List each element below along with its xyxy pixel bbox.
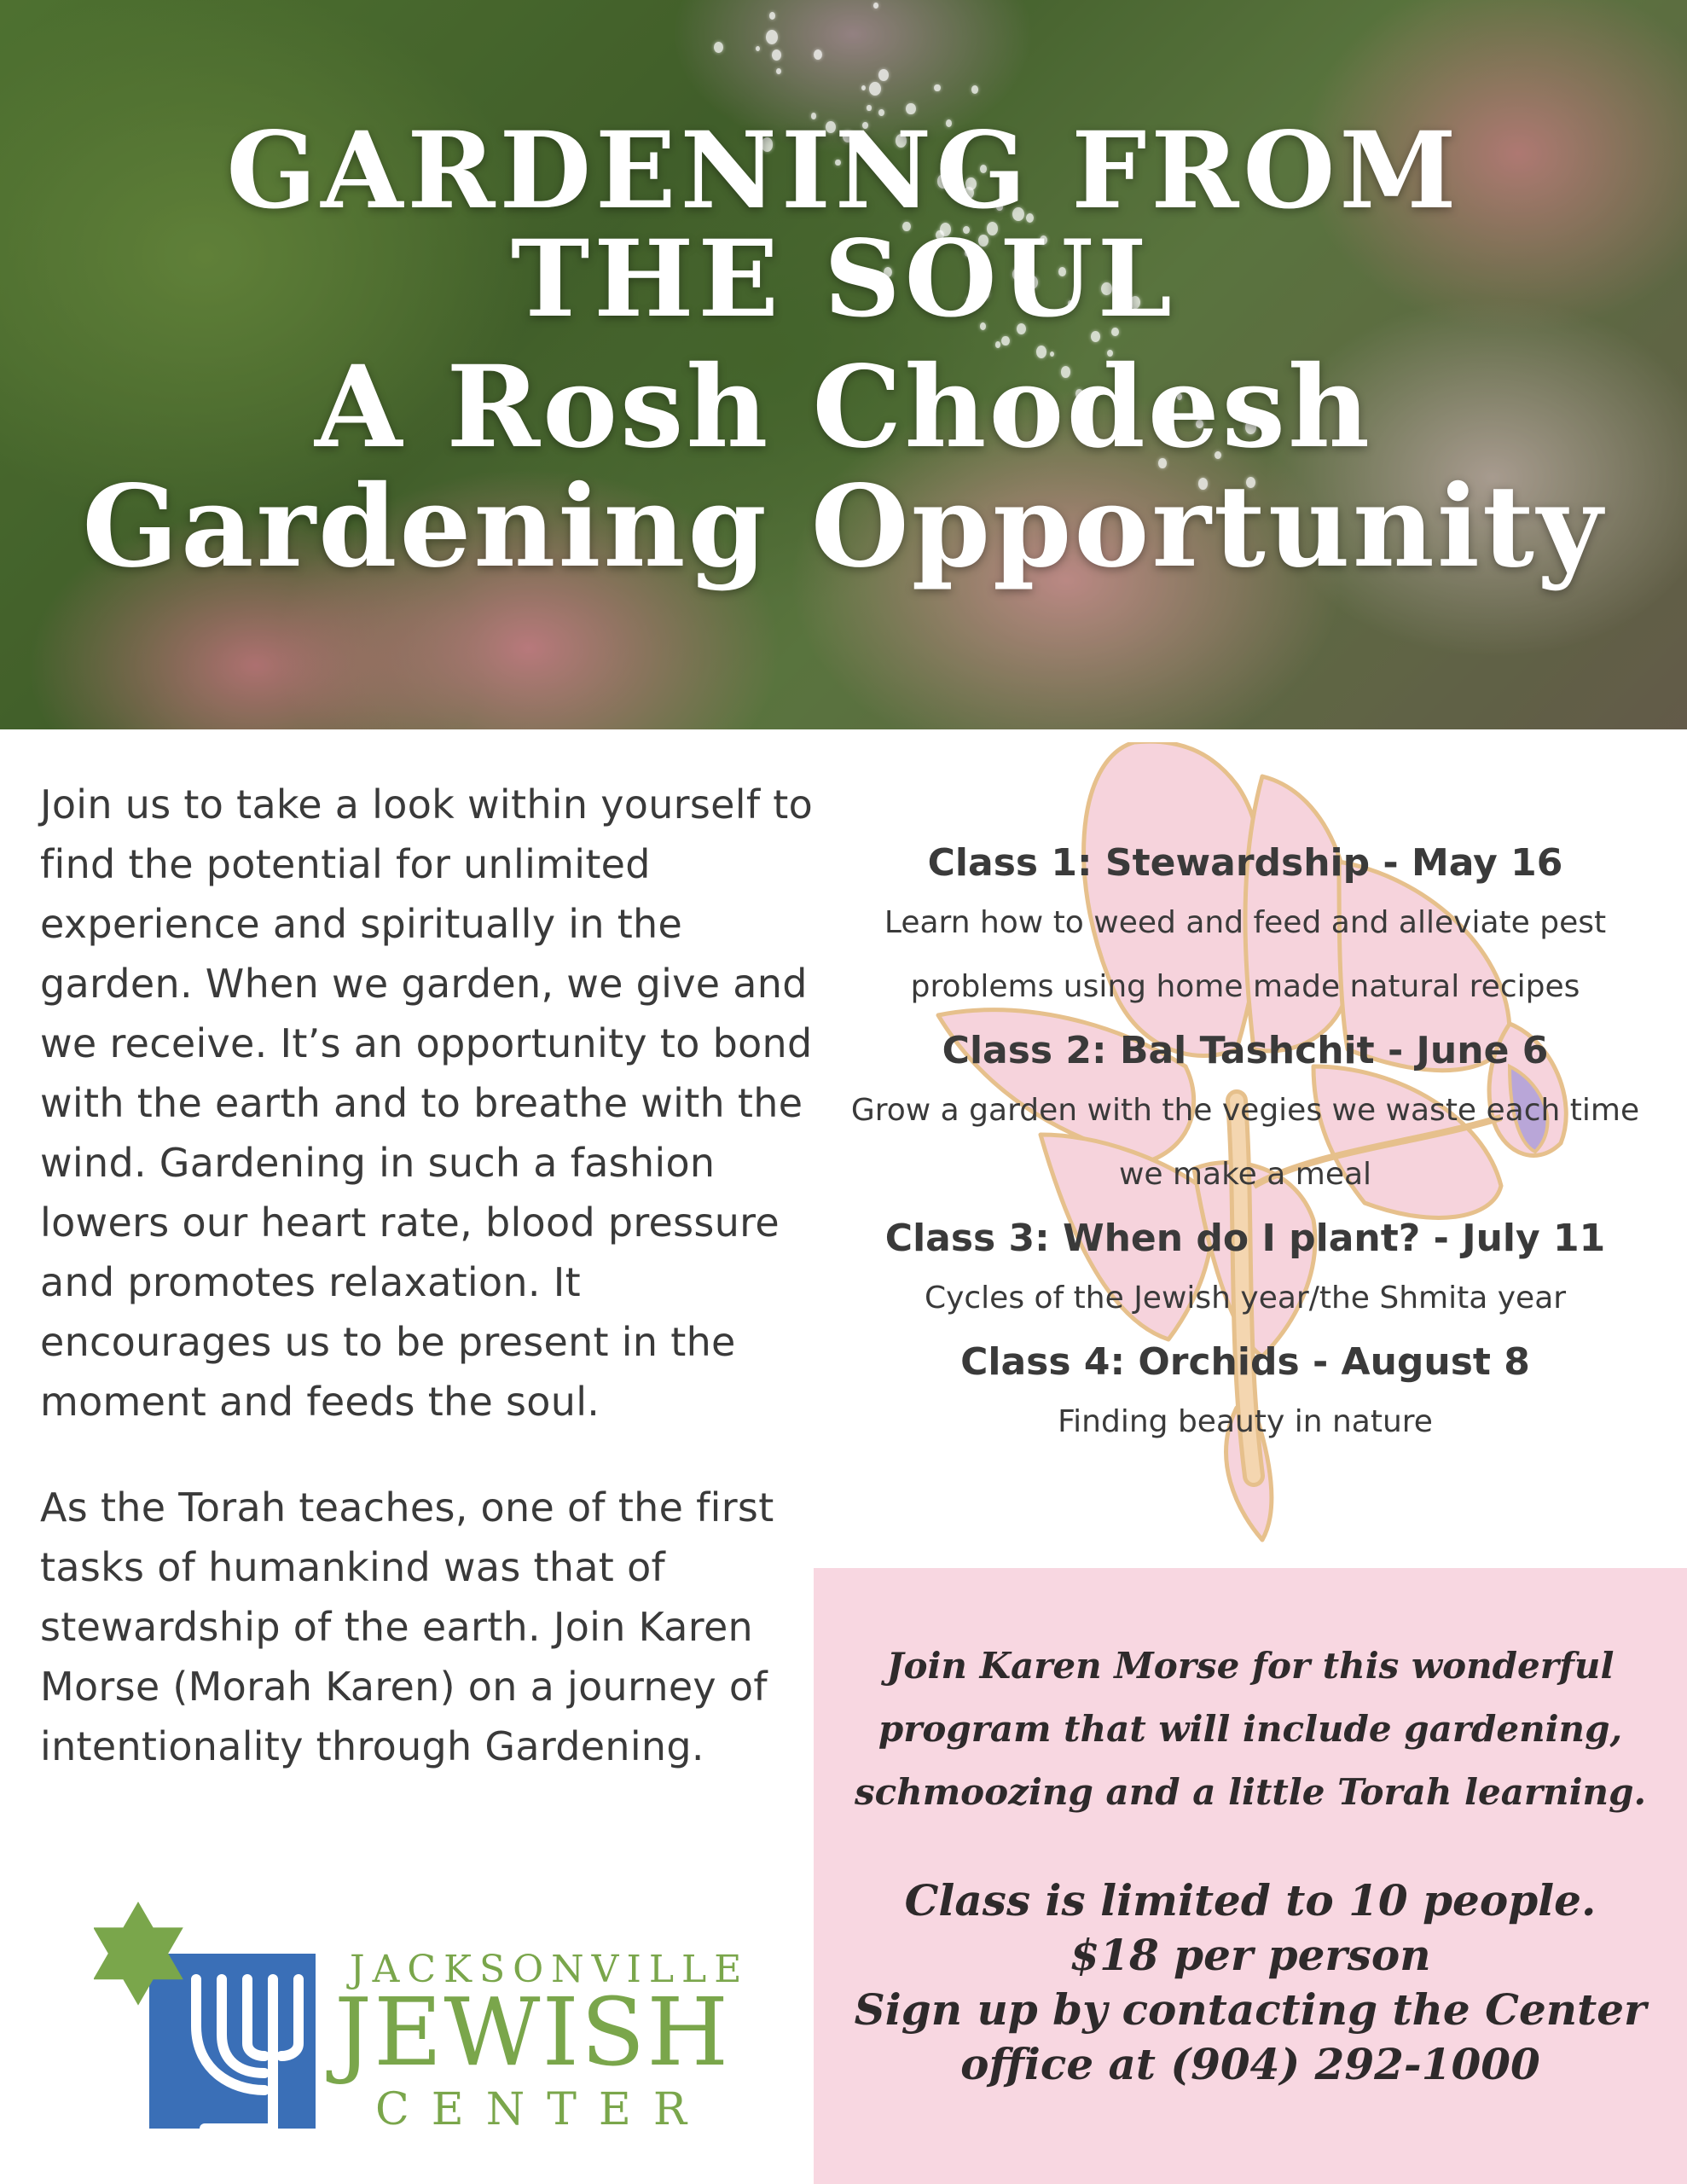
contact-text-line-1: Sign up by contacting the Center (854, 1984, 1647, 2035)
logo-word-jewish: JEWISH (334, 1978, 731, 2087)
class-item (836, 1211, 1655, 1330)
water-droplet (869, 82, 881, 96)
water-droplet (873, 3, 878, 9)
class-title: Class 3: When do I plant? - July 11 (884, 1217, 1606, 1260)
class-item (836, 1335, 1655, 1454)
subtitle-line-1: A Rosh Chodesh (315, 341, 1372, 473)
class-schedule (836, 742, 1655, 1544)
title-line-2: THE SOUL (510, 218, 1176, 341)
signup-details (814, 1873, 1687, 2092)
menorah-star-icon (94, 1898, 333, 2154)
water-droplet (776, 68, 781, 74)
jacksonville-jewish-center-logo (94, 1898, 776, 2154)
water-droplet (766, 30, 778, 44)
water-droplet (878, 69, 889, 81)
class-description: Cycles of the Jewish year/the Shmita year (924, 1281, 1567, 1316)
logo-word-jacksonville: JACKSONVILLE (350, 1948, 750, 1991)
water-droplet (714, 42, 723, 54)
intro-paragraph-2: As the Torah teaches, one of the first tasks of humankind was that of stewardship of the earth. Join Karen Morse (Morah Karen) on a journey of intentionality through Gardening. (40, 1484, 774, 1769)
water-droplet (769, 12, 776, 20)
logo-word-center: CENTER (375, 2084, 710, 2135)
class-description: Learn how to weed and feed and alleviate pest problems using home made natural recipes (884, 905, 1607, 1004)
intro-paragraph-1: Join us to take a look within yourself to find the potential for unlimited experience and spiritually in the garden. When we garden, we give and we receive. It’s an opportunity to bond with the earth and to breathe with the wind. Gardening in such a fashion lowers our heart rate, blood pressure and promotes relaxation. It encourages us to be present in the moment and feeds the soul. (40, 781, 814, 1425)
hero-banner (0, 0, 1687, 729)
class-title: Class 4: Orchids - August 8 (960, 1340, 1530, 1384)
class-item (836, 1024, 1655, 1206)
class-description: Finding beauty in nature (1058, 1404, 1433, 1439)
class-list (836, 836, 1655, 1459)
class-description: Grow a garden with the vegies we waste each time we make a meal (850, 1093, 1640, 1192)
water-droplet (934, 84, 940, 92)
class-title: Class 1: Stewardship - May 16 (927, 841, 1563, 885)
subtitle-line-2: Gardening Opportunity (82, 461, 1605, 593)
class-item (836, 836, 1655, 1019)
price-text: $18 per person (1070, 1930, 1431, 1980)
signup-intro-text: Join Karen Morse for this wonderful program that will include gardening, schmoozing and a little Torah learning. (854, 1645, 1647, 1813)
class-limit-text: Class is limited to 10 people. (904, 1875, 1597, 1926)
intro-text (40, 775, 816, 1822)
contact-text-line-2: office at (904) 292-1000 (960, 2039, 1540, 2089)
class-title: Class 2: Bal Tashchit - June 6 (942, 1029, 1549, 1072)
title-line-1: GARDENING FROM (226, 109, 1461, 233)
signup-panel (814, 1568, 1687, 2184)
